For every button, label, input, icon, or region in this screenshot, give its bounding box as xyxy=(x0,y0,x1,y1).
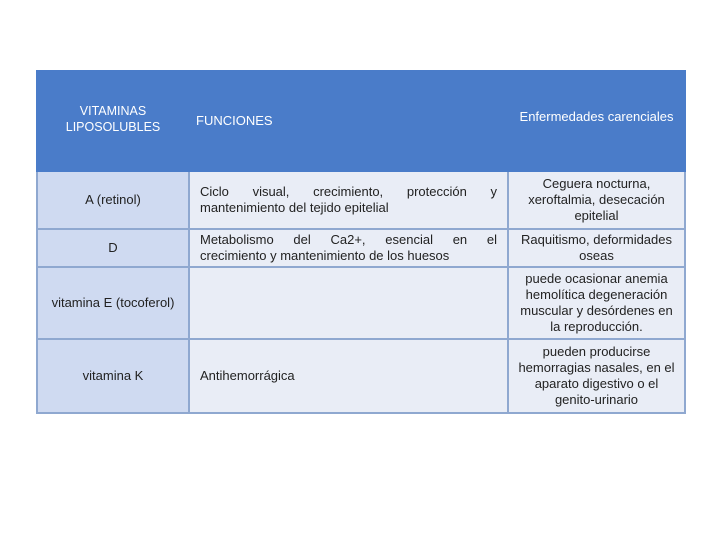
header-vitaminas: VITAMINAS LIPOSOLUBLES xyxy=(37,71,189,171)
vitamin-deficiency: puede ocasionar anemia hemolítica degeneración muscular y desórdenes en la reproducción. xyxy=(508,267,685,339)
vitamin-deficiency: Ceguera nocturna, xeroftalmia, desecación epitelial xyxy=(508,171,685,229)
vitamin-deficiency: Raquitismo, deformidades oseas xyxy=(508,229,685,267)
vitamin-function xyxy=(189,267,508,339)
table-row xyxy=(37,339,685,413)
vitamin-deficiency: pueden producirse hemorragias nasales, en el aparato digestivo o el genito-urinario xyxy=(508,339,685,413)
header-funciones: FUNCIONES xyxy=(189,71,508,171)
table-row xyxy=(37,171,685,229)
function-line: Ciclo visual, crecimiento, protección y xyxy=(200,184,497,199)
table-row xyxy=(37,229,685,267)
vitamin-name: vitamina K xyxy=(37,339,189,413)
vitamin-function xyxy=(189,229,508,267)
vitamin-function xyxy=(189,171,508,229)
vitamin-name: A (retinol) xyxy=(37,171,189,229)
vitamin-function: Antihemorrágica xyxy=(189,339,508,413)
vitamins-table xyxy=(36,70,686,414)
vitamin-name: D xyxy=(37,229,189,267)
vitamin-name: vitamina E (tocoferol) xyxy=(37,267,189,339)
header-row xyxy=(37,71,685,171)
table-row xyxy=(37,267,685,339)
function-line: Metabolismo del Ca2+, esencial en el xyxy=(200,232,497,247)
function-line: crecimiento y mantenimiento de los huesos xyxy=(200,248,450,263)
header-enfermedades: Enfermedades carenciales xyxy=(508,71,685,171)
function-line: mantenimiento del tejido epitelial xyxy=(200,200,389,215)
